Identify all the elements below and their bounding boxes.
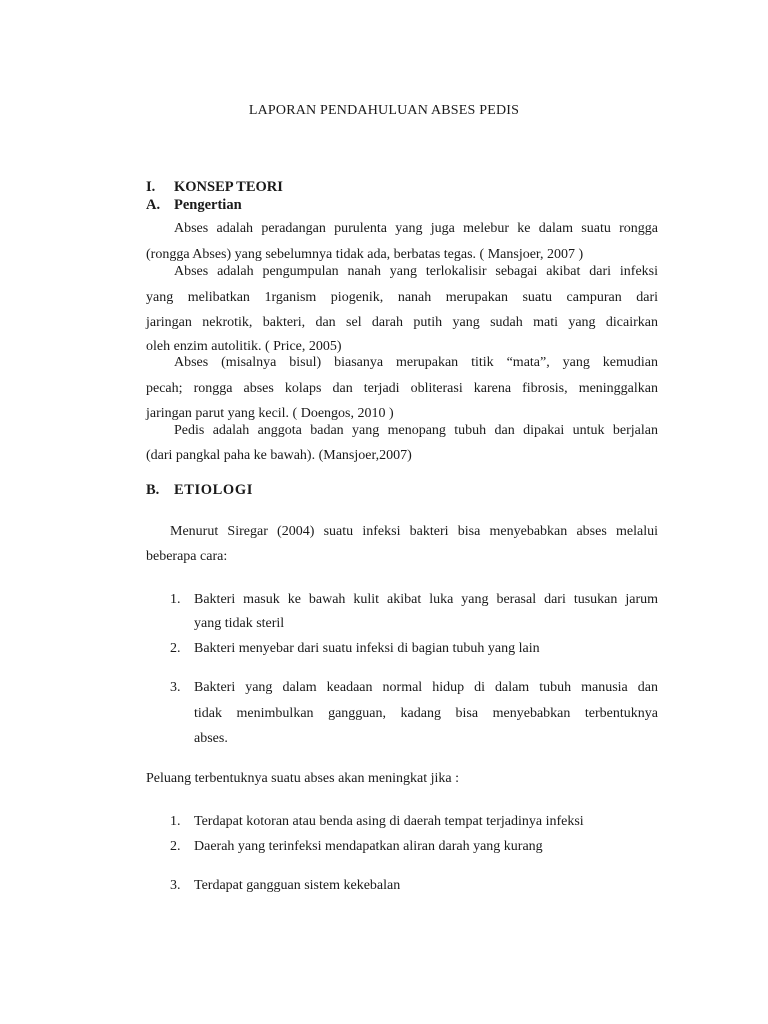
paragraph-line: (dari pangkal paha ke bawah). (Mansjoer,2007)	[146, 448, 412, 463]
list-item-line: Terdapat kotoran atau benda asing di daerah tempat terjadinya infeksi	[194, 814, 584, 829]
section-heading: ETIOLOGI	[174, 482, 253, 498]
paragraph-line: jaringan parut yang kecil. ( Doengos, 2010 )	[146, 406, 394, 421]
paragraph-line: Abses (misalnya bisul) biasanya merupakan titik “mata”, yang kemudian	[174, 355, 658, 370]
paragraph-line: Peluang terbentuknya suatu abses akan meningkat jika :	[146, 771, 459, 786]
list-item-line: abses.	[194, 731, 228, 746]
paragraph-line: beberapa cara:	[146, 549, 228, 564]
list-number: 2.	[170, 641, 181, 656]
paragraph-line: Abses adalah pengumpulan nanah yang terlokalisir sebagai akibat dari infeksi	[174, 264, 658, 279]
document-title: LAPORAN PENDAHULUAN ABSES PEDIS	[248, 103, 520, 118]
paragraph-line: Pedis adalah anggota badan yang menopang tubuh dan dipakai untuk berjalan	[174, 423, 658, 438]
paragraph-line: Abses adalah peradangan purulenta yang juga melebur ke dalam suatu rongga	[174, 221, 658, 236]
list-item-line: tidak menimbulkan gangguan, kadang bisa menyebabkan terbentuknya	[194, 706, 658, 721]
section-letter: B.	[146, 482, 160, 498]
section-number: I.	[146, 179, 156, 195]
paragraph-line: Menurut Siregar (2004) suatu infeksi bakteri bisa menyebabkan abses melalui	[170, 524, 658, 539]
list-item-line: Terdapat gangguan sistem kekebalan	[194, 878, 401, 893]
list-item-line: yang tidak steril	[194, 616, 285, 631]
subsection-heading: Pengertian	[174, 197, 242, 213]
list-item-line: Daerah yang terinfeksi mendapatkan aliran darah yang kurang	[194, 839, 543, 854]
paragraph-line: pecah; rongga abses kolaps dan terjadi obliterasi karena fibrosis, meninggalkan	[146, 381, 658, 396]
list-number: 3.	[170, 680, 181, 695]
section-heading: KONSEP TEORI	[174, 179, 283, 195]
list-number: 2.	[170, 839, 181, 854]
list-number: 3.	[170, 878, 181, 893]
subsection-letter: A.	[146, 197, 161, 213]
list-item-line: Bakteri yang dalam keadaan normal hidup di dalam tubuh manusia dan	[194, 680, 658, 695]
paragraph-line: jaringan nekrotik, bakteri, dan sel darah putih yang sudah mati yang dicairkan	[146, 315, 658, 330]
paragraph-line: yang melibatkan 1rganism piogenik, nanah merupakan suatu campuran dari	[146, 290, 658, 305]
paragraph-line: (rongga Abses) yang sebelumnya tidak ada, berbatas tegas. ( Mansjoer, 2007 )	[146, 247, 584, 262]
paragraph-line: oleh enzim autolitik. ( Price, 2005)	[146, 339, 342, 354]
list-number: 1.	[170, 814, 181, 829]
list-item-line: Bakteri menyebar dari suatu infeksi di bagian tubuh yang lain	[194, 641, 540, 656]
list-number: 1.	[170, 592, 181, 607]
list-item-line: Bakteri masuk ke bawah kulit akibat luka yang berasal dari tusukan jarum	[194, 592, 658, 607]
